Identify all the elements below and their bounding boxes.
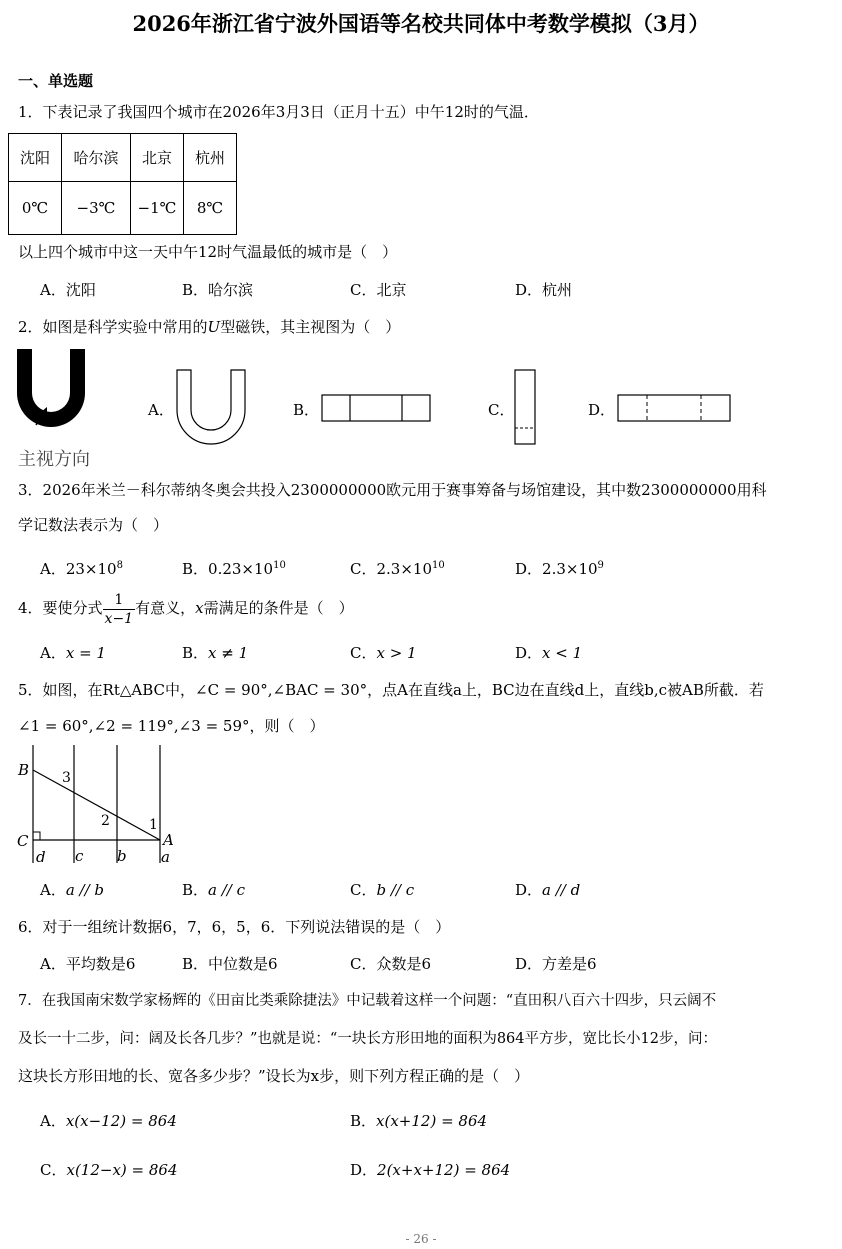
label-line-a: a <box>161 848 170 866</box>
q4-option-a[interactable]: A．x = 1 <box>40 644 106 662</box>
q1-option-d[interactable]: D．杭州 <box>515 281 573 299</box>
angle-3-label: 3 <box>62 770 71 786</box>
q7-option-b[interactable]: B．x(x+12) = 864 <box>350 1112 488 1130</box>
city-cell: 杭州 <box>184 134 237 182</box>
q5-line1: 5．如图，在Rt△ABC中，∠C = 90°,∠BAC = 30°，点A在直线a上，BC边在直线d上，直线b,c被AB所截．若 <box>18 681 764 699</box>
temperature-table <box>8 133 237 235</box>
right-angle-mark <box>33 832 40 840</box>
magnet-figure <box>12 345 92 440</box>
q2-option-c-label[interactable]: C． <box>488 401 515 419</box>
q3-option-d[interactable]: D．$2.3\times 10^9$ <box>515 560 604 578</box>
q6-option-c[interactable]: C．众数是6 <box>350 955 432 973</box>
q7-option-c[interactable]: C．x(12−x) = 864 <box>40 1161 178 1179</box>
q2-option-b-figure[interactable] <box>320 393 432 425</box>
label-line-d: d <box>36 848 46 866</box>
label-a-point: A <box>163 831 174 849</box>
q7-line1: 7．在我国南宋数学家杨辉的《田亩比类乘除捷法》中记载着这样一个问题：“直田积八百六十四步，只云阔不 <box>18 993 717 1009</box>
q7-option-d[interactable]: D．2(x+x+12) = 864 <box>350 1161 511 1179</box>
q4-option-d[interactable]: D．x < 1 <box>515 644 583 662</box>
angle-1-label: 1 <box>149 817 158 833</box>
page-title: 2026年浙江省宁波外国语等名校共同体中考数学模拟（3月） <box>132 11 710 36</box>
temp-cell: −3℃ <box>62 182 131 235</box>
label-b-point: B <box>18 761 30 779</box>
fraction: $\frac{1}{x-1}$ <box>104 591 134 627</box>
q5-option-a[interactable]: A．a // b <box>40 881 105 899</box>
q5-figure <box>14 745 184 867</box>
q3-option-c[interactable]: C．$2.3\times 10^{10}$ <box>350 560 445 578</box>
segment-ab <box>33 770 160 840</box>
q2-option-b-label[interactable]: B． <box>293 401 320 419</box>
q3-line1: 3．2026年米兰－科尔蒂纳冬奥会共投入2300000000欧元用于赛事筹备与场馆建设，其中数2300000000用科 <box>18 481 767 499</box>
temp-cell: 8℃ <box>184 182 237 235</box>
label-c-point: C <box>17 832 29 850</box>
section-heading: 一、单选题 <box>18 72 94 90</box>
q2-stem: 2．如图是科学实验中常用的U型磁铁，其主视图为（ ） <box>18 318 401 336</box>
q1-option-a[interactable]: A．沈阳 <box>40 281 96 299</box>
var-u: U <box>207 318 221 336</box>
city-cell: 北京 <box>131 134 184 182</box>
q1-option-c[interactable]: C．北京 <box>350 281 407 299</box>
label-line-c: c <box>75 847 84 865</box>
q6-option-a[interactable]: A．平均数是6 <box>40 955 136 973</box>
q1-stem: 1．下表记录了我国四个城市在2026年3月3日（正月十五）中午12时的气温． <box>18 103 539 121</box>
angle-2-label: 2 <box>101 813 110 829</box>
q4-option-c[interactable]: C．x > 1 <box>350 644 417 662</box>
city-cell: 沈阳 <box>9 134 62 182</box>
temp-cell: −1℃ <box>131 182 184 235</box>
page-number: - 26 - <box>405 1232 437 1246</box>
city-cell: 哈尔滨 <box>62 134 131 182</box>
q7-line3: 这块长方形田地的长、宽各多少步？”设长为x步，则下列方程正确的是（ ） <box>18 1067 530 1085</box>
q7-line2: 及长一十二步，问：阔及长各几步？”也就是说：“一块长方形田地的面积为864平方步，宽比长小12步，问： <box>18 1031 717 1047</box>
q5-option-c[interactable]: C．b // c <box>350 881 415 899</box>
q4-stem: 4．要使分式 $\frac{1}{x-1}$ 有意义，x需满足的条件是（ ） <box>18 591 354 627</box>
q6-option-b[interactable]: B．中位数是6 <box>182 955 278 973</box>
q7-option-a[interactable]: A．x(x−12) = 864 <box>40 1112 177 1130</box>
q2-option-a-label[interactable]: A． <box>148 401 174 419</box>
q3-line2: 学记数法表示为（ ） <box>18 516 169 534</box>
u-magnet-shape <box>17 349 85 427</box>
q6-option-d[interactable]: D．方差是6 <box>515 955 597 973</box>
q2-option-c-figure[interactable] <box>513 368 539 448</box>
q5-option-d[interactable]: D．a // d <box>515 881 581 899</box>
label-line-b: b <box>117 847 127 865</box>
q6-stem: 6．对于一组统计数据6，7，6，5，6．下列说法错误的是（ ） <box>18 918 451 936</box>
q3-option-b[interactable]: B．$0.23\times 10^{10}$ <box>182 560 286 578</box>
q2-option-d-figure[interactable] <box>616 393 734 425</box>
q1-question: 以上四个城市中这一天中午12时气温最低的城市是（ ） <box>18 243 398 261</box>
q2-option-d-label[interactable]: D． <box>588 401 616 419</box>
q4-option-b[interactable]: B．x ≠ 1 <box>182 644 249 662</box>
view-direction-label: 主视方向 <box>18 449 90 470</box>
q5-line2: ∠1 = 60°,∠2 = 119°,∠3 = 59°，则（ ） <box>18 717 325 735</box>
q3-option-a[interactable]: A．$23\times 10^8$ <box>40 560 123 578</box>
q2-option-a-figure[interactable] <box>175 368 247 448</box>
q5-option-b[interactable]: B．a // c <box>182 881 246 899</box>
q1-option-b[interactable]: B．哈尔滨 <box>182 281 254 299</box>
temp-cell: 0℃ <box>9 182 62 235</box>
